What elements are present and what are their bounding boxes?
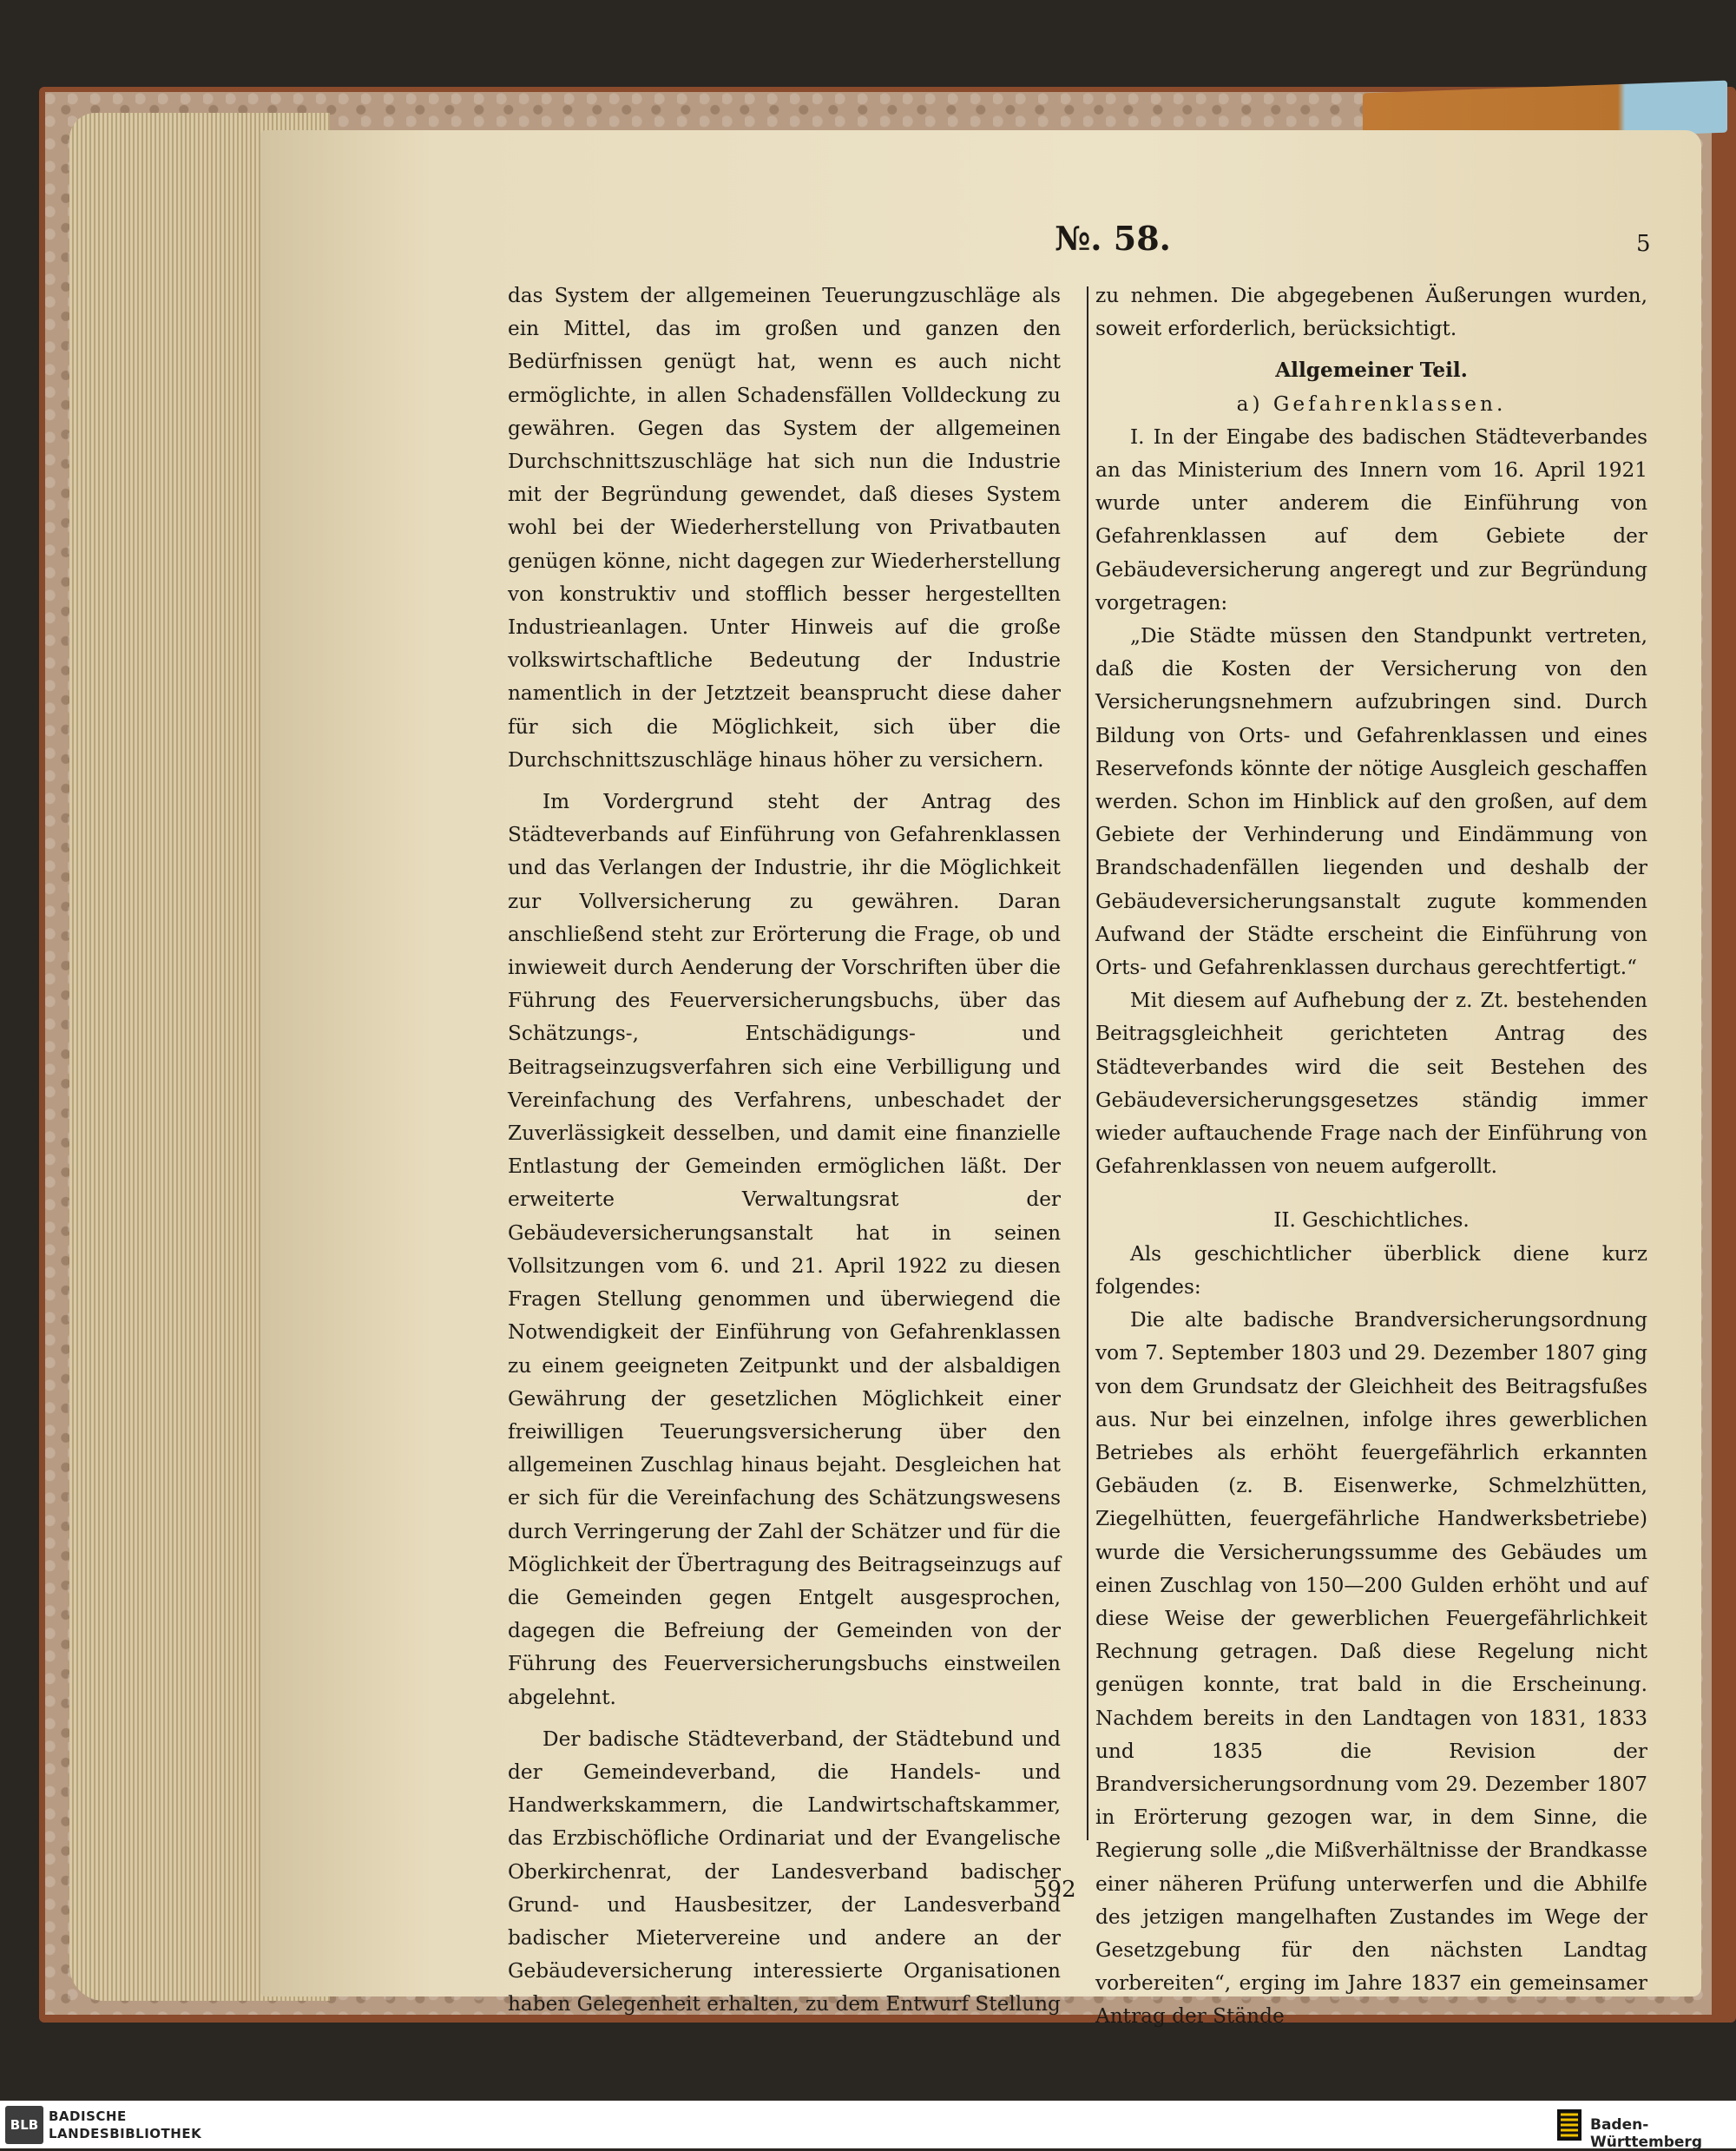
right-paragraph-4: Die alte badische Brandversicherungsordnung vom 7. September 1803 und 29. Dezember 1807 ging von dem Grundsatz der Gleichheit des Beitragsfußes aus. Nur bei einzelnen, infolge ihres gewerblichen Betriebes als erhöht feuergefährlich erkannten Gebäuden (z. B. Eisenwerke, Schmelzhütten, Ziegelhütten, feuergefährliche Handwerksbetriebe) wurde die Versicherungssumme des Gebäudes um einen Zuschlag von 150—200 Gulden erhöht und auf diese Weise der gewerblichen Feuergefährlichkeit Rechnung getragen. Daß diese Regelung nicht genügen konnte, trat bald in die Erscheinung. Nachdem bereits in den Landtagen von 1831, 1833 und 1835 die Revision der Brandversicherungsordnung vom 29. Dezember 1807 in Erörterung gezogen war, in dem Sinne, die Regierung solle „die Mißverhältnisse der Brandkasse einer näheren Prüfung unterwerfen und die Abhilfe des jetzigen mangelhaften Zustandes im Wege der Gesetzgebung für den nächsten Landtag vorbereiten“, erging im Jahre 1837 ein gemeinsamer Antrag der Stände bbox=[1095, 1308, 1647, 2029]
right-intro: zu nehmen. Die abgegebenen Äußerungen wurden, soweit erforderlich, berücksichtigt. bbox=[1095, 284, 1647, 341]
right-paragraph-3: Als geschichtlicher überblick diene kurz folgendes: bbox=[1095, 1241, 1647, 1299]
left-column bbox=[508, 280, 1061, 2022]
page-corner-number: 5 bbox=[1636, 231, 1651, 257]
heading-general-part: Allgemeiner Teil. bbox=[1275, 358, 1468, 383]
right-paragraph-1: I. In der Eingabe des badischen Städteverbandes an das Ministerium des Innern vom 16. April 1921 wurde unter anderem die Einführung von Gefahrenklassen auf dem Gebiete der Gebäudeversicherung angeregt und zur Begründung vorgetragen: bbox=[1095, 424, 1647, 615]
issue-number: №. 58. bbox=[1055, 219, 1171, 258]
heading-history: II. Geschichtliches. bbox=[1273, 1208, 1470, 1233]
state-name: Baden-Württemberg bbox=[1590, 2116, 1702, 2151]
blb-logo-icon[interactable]: BLB bbox=[5, 2106, 43, 2144]
right-paragraph-2: Mit diesem auf Aufhebung der z. Zt. bestehenden Beitragsgleichheit gerichteten Antrag des Städteverbandes wird die seit Bestehen des Gebäudeversicherungsgesetzes ständig immer wieder auftauchende Frage nach der Einführung von Gefahrenklassen von neuem aufgerollt. bbox=[1095, 989, 1647, 1179]
left-paragraph-2: Im Vordergrund steht der Antrag des Städteverbands auf Einführung von Gefahrenklassen und das Verlangen der Industrie, ihr die Möglichkeit zur Vollversicherung zu gewähren. Daran anschließend steht zur Erörterung die Frage, ob und inwieweit durch Aenderung der Vorschriften über die Führung des Feuerversicherungsbuchs, über das Schätzungs-, Entschädigungs- und Beitragseinzugsverfahren sich eine Verbilligung und Vereinfachung des Verfahrens, unbeschadet der Zuverlässigkeit desselben, und damit eine finanzielle Entlastung der Gemeinden ermöglichen läßt. Der erweiterte Verwaltungsrat der Gebäudeversicherungsanstalt hat in seinen Vollsitzungen vom 6. und 21. April 1922 zu diesen Fragen Stellung genommen und überwiegend die Notwendigkeit der Einführung von Gefahrenklassen zu einem geeigneten Zeitpunkt und der alsbaldigen Gewährung der gesetzlichen Möglichkeit einer freiwilligen Teuerungsversicherung über den allgemeinen Zuschlag hinaus bejaht. Desgleichen hat er sich für die Vereinfachung des Schätzungswesens durch Verringerung der Zahl der Schätzer und für die Möglichkeit der Übertragung des Beitragseinzugs auf die Gemeinden gegen Entgelt ausgesprochen, dagegen die Befreiung der Gemeinden von der Führung des Feuerversicherungsbuchs einstweilen abgelehnt. bbox=[508, 790, 1061, 1709]
baden-wuerttemberg-lions-icon[interactable] bbox=[1555, 2108, 1583, 2142]
left-paragraph-3: Der badische Städteverband, der Städtebund und der Gemeindeverband, die Handels- und Handwerkskammern, die Landwirtschaftskammer, das Erzbischöfliche Ordinariat und der Evangelische Oberkirchenrat, der Landesverband badischer Grund- und Hausbesitzer, der Landesverband badischer Mietervereine und andere an der Gebäudeversicherung interessierte Organisationen haben Gelegenheit erhalten, zu dem Entwurf Stellung bbox=[508, 1727, 1061, 2016]
column-divider bbox=[1087, 286, 1088, 1840]
footer-bar bbox=[0, 2101, 1736, 2148]
library-name-line2: LANDESBIBLIOTHEK bbox=[49, 2126, 202, 2141]
right-quote: „Die Städte müssen den Standpunkt vertreten, daß die Kosten der Versicherung von den Versicherungsnehmern aufzubringen sind. Durch Bildung von Orts- und Gefahrenklassen und eines Reservefonds könnte der nötige Ausgleich geschaffen werden. Schon im Hinblick auf den großen, auf dem Gebiete der Verhinderung und Eindämmung von Brandschadenfällen liegenden und deshalb der Gebäudeversicherungsanstalt zugute kommenden Aufwand der Städte erscheint die Einführung von Orts- und Gefahrenklassen durchaus gerechtfertigt.“ bbox=[1095, 624, 1647, 980]
page-number: 592 bbox=[1033, 1877, 1076, 1903]
subheading-danger-classes: a) Gefahrenklassen. bbox=[1236, 391, 1507, 416]
library-name-line1: BADISCHE bbox=[49, 2108, 127, 2124]
right-column bbox=[1095, 280, 1647, 2034]
left-paragraph-1: das System der allgemeinen Teuerungzuschläge als ein Mittel, das im großen und ganzen den Bedürfnissen genügt hat, wenn es auch nicht ermöglichte, in allen Schadensfällen Volldeckung zu gewähren. Gegen das System der allgemeinen Durchschnittszuschläge hat sich nun die Industrie mit der Begründung gewendet, daß dieses System wohl bei der Wiederherstellung von Privatbauten genügen könne, nicht dagegen zur Wiederherstellung von konstruktiv und stofflich besser hergestellten Industrieanlagen. Unter Hinweis auf die große volkswirtschaftliche Bedeutung der Industrie namentlich in der Jetztzeit beansprucht diese daher für sich die Möglichkeit, sich über die Durchschnittszuschläge hinaus höher zu versichern. bbox=[508, 284, 1061, 772]
